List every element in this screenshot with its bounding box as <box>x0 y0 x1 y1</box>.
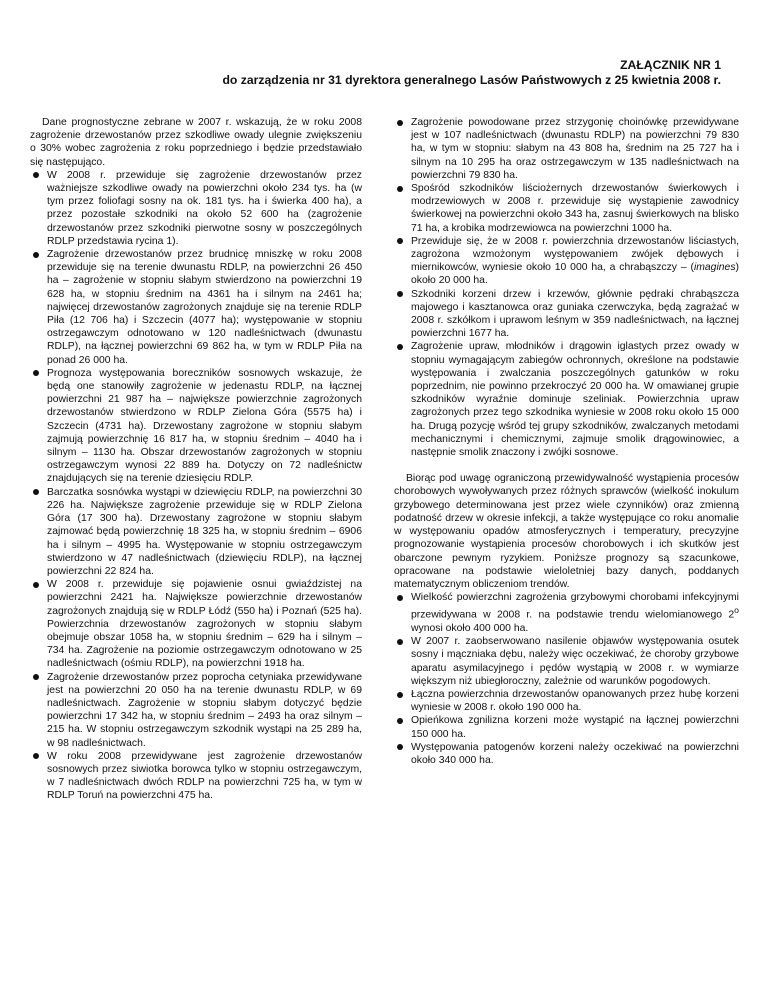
list-item: Przewiduje się, że w 2008 r. powierzchnia drzewostanów liściastych, zagrożona wzmożonym występowaniem zwójek dębowych i miernikowców, wyniesie około 10 000 ha, a chrabąszczy – (imagines) około 20 000 ha. <box>394 235 739 288</box>
list-item: Zagrożenie drzewostanów przez brudnicę mniszkę w roku 2008 przewiduje się na terenie dwunastu RDLP, na powierzchni 26 450 ha – zagrożenie w stopniu słabym stwierdzono na powierzchni 19 628 ha, w stopniu średnim na 4361 ha i silnym na 2461 ha; najwięcej drzewostanów zagrożonych znajduje się na terenie RDLP Piła (12 706 ha) i Szczecin (4077 ha); występowanie w stopniu ostrzegawczym odnotowano w 120 nadleśnictwach (dwunastu RDLP), na łącznej powierzchni 69 862 ha, w tym w RDLP Piła na ponad 26 000 ha. <box>30 248 362 367</box>
degree-superscript: o <box>734 605 739 616</box>
pest-forecast-list-continued <box>394 116 739 459</box>
document-header <box>222 58 721 88</box>
list-item: Barczatka sosnówka wystąpi w dziewięciu RDLP, na powierzchni 30 226 ha. Największe zagrożenie przewiduje się w RDLP Zielona Góra (17 300 ha). Drzewostany zagrożone w stopniu słabym zajmować będą powierzchnię 18 325 ha, w stopniu średnim – 6906 ha i silnym – 4995 ha. Występowanie w stopniu ostrzegawczym stwierdzono w 47 nadleśnictwach (dziewięciu RDLP), na łącznej powierzchni 22 824 ha. <box>30 486 362 578</box>
list-item: Opieńkowa zgnilizna korzeni może wystąpić na łącznej powierzchni 150 000 ha. <box>394 714 739 740</box>
disease-forecast-list <box>394 591 739 767</box>
list-item: Łączna powierzchnia drzewostanów opanowanych przez hubę korzeni wyniesie w 2008 r. około 190 000 ha. <box>394 688 739 714</box>
left-column <box>30 116 362 803</box>
list-item: W 2007 r. zaobserwowano nasilenie objawów występowania osutek sosny i mączniaka dębu, należy więc oczekiwać, że choroby grzybowe aparatu asymilacyjnego i pędów wystąpią w 2008 r. w wymiarze większym niż ubiegłoroczny, zależnie od warunków pogodowych. <box>394 635 739 688</box>
list-item: Zagrożenie powodowane przez strzygonię choinówkę przewidywane jest w 107 nadleśnictwach (dwunastu RDLP) na powierzchni 79 830 ha, w tym w stopniu: słabym na 43 808 ha, średnim na 25 727 ha i silnym na 10 295 ha oraz ostrzegawczym w 135 nadleśnictwach na powierzchni 79 830 ha. <box>394 116 739 182</box>
list-item: Szkodniki korzeni drzew i krzewów, głównie pędraki chrabąszcza majowego i kasztanowca oraz guniaka czerwczyka, będą zagrażać w 2008 r. szkółkom i uprawom leśnym w 359 nadleśnictwach, na łącznej powierzchni 1677 ha. <box>394 288 739 341</box>
intro-paragraph: Dane prognostyczne zebrane w 2007 r. wskazują, że w roku 2008 zagrożenie drzewostanów przez szkodliwe owady ulegnie zwiększeniu o 30% wobec zagrożenia z roku poprzedniego i będzie przedstawiało się następująco. <box>30 117 362 168</box>
list-item: Zagrożenie upraw, młodników i drągowin iglastych przez owady w stopniu wymagającym zabiegów ochronnych, określone na podstawie występowania i zwalczania poszczególnych gatunków w roku poprzednim, nie powinno przekroczyć 20 000 ha. W omawianej grupie szkodników wyraźnie dominuje szeliniak. Powierzchnia upraw zagrożonych przez tego szkodnika wyniesie w 2008 roku około 15 000 ha. Drugą pozycję wśród tej grupy szkodników, zwalczanych metodami mechanicznymi i chemicznymi, zajmuje smolik drągowinowiec, a następnie smolik znaczony i zwójki sosnowe. <box>394 340 739 459</box>
list-item: W 2008 r. przewiduje się pojawienie osnui gwiaździstej na powierzchni 2421 ha. Największe powierzchnie drzewostanów zagrożonych znajdują się w RDLP Łódź (550 ha) i Poznań (525 ha). Powierzchnia drzewostanów zagrożonych w stopniu słabym obejmuje obszar 1058 ha, w stopniu średnim – 629 ha i silnym – 734 ha. Zagrożenie na poziomie ostrzegawczym odnotowano w 25 nadleśnictwach (ośmiu RDLP), na powierzchni 1918 ha. <box>30 578 362 670</box>
list-item: W roku 2008 przewidywane jest zagrożenie drzewostanów sosnowych przez siwiotka borowca tylko w stopniu ostrzegawczym, w 7 nadleśnictwach dwóch RDLP na powierzchni 725 ha, w tym w RDLP Toruń na powierzchni 475 ha. <box>30 750 362 803</box>
list-item: Prognoza występowania boreczników sosnowych wskazuje, że będą one stanowiły zagrożenie w jedenastu RDLP, na łącznej powierzchni 21 987 ha – największe powierzchnie zagrożonych drzewostanów stwierdzono w RDLP Zielona Góra (5575 ha) i Szczecin (4731 ha). Drzewostany zagrożone w stopniu słabym zajmują powierzchnię 16 817 ha, w stopniu średnim – 4040 ha i silnym – 1130 ha. Obszar drzewostanów zagrożonych w stopniu ostrzegawczym wynosi 22 889 ha. Dotyczy on 72 nadleśnictw znajdujących się na terenie dziesięciu RDLP. <box>30 367 362 486</box>
annex-subtitle: do zarządzenia nr 31 dyrektora generalnego Lasów Państwowych z 25 kwietnia 2008 r. <box>222 73 721 87</box>
annex-title: ZAŁĄCZNIK NR 1 <box>620 58 721 72</box>
list-item: Występowania patogenów korzeni należy oczekiwać na powierzchni około 340 000 ha. <box>394 741 739 767</box>
pest-forecast-list <box>30 169 362 803</box>
disease-intro-paragraph: Biorąc pod uwagę ograniczoną przewidywalność wystąpienia procesów chorobowych wywoływanych przez różnych sprawców (wielkość inokulum grzybowego determinowana jest przez wiele czynników) oraz zmienną podatność drzew w okresie infekcji, a także występujące co roku anomalie w występowaniu opadów atmosferycznych i temperatury, precyzyjne prognozowanie wystąpienia procesów chorobowych i ich skutków jest obarczone pewnym ryzykiem. Poniższe prognozy są szacunkowe, opracowane na podstawie wieloletniej bazy danych, poddanych matematycznym obliczeniom trendów. <box>394 473 739 590</box>
list-item: Wielkość powierzchni zagrożenia grzybowymi chorobami infekcyjnymi przewidywana w 2008 r. na podstawie trendu wielomianowego 2$^o$ wynosi około 400 000 ha. <box>394 591 739 635</box>
right-column <box>394 116 739 767</box>
list-item: Zagrożenie drzewostanów przez poprocha cetyniaka przewidywane jest na powierzchni 20 050 ha na terenie dwunastu RDLP, w 69 nadleśnictwach. Zagrożenie w stopniu słabym dotyczyć będzie powierzchni 17 342 ha, w stopniu średnim – 2493 ha oraz silnym – 215 ha. W stopniu ostrzegawczym szkodnik wystąpi na 25 289 ha, w 98 nadleśnictwach. <box>30 671 362 750</box>
list-item: Spośród szkodników liściożernych drzewostanów świerkowych i modrzewiowych w 2008 r. przewiduje się wystąpienie zawodnicy świerkowej na powierzchni około 343 ha, zasnuj świerkowych na blisko 71 ha, a krobika modrzewiowca na powierzchni 1000 ha. <box>394 182 739 235</box>
list-item: W 2008 r. przewiduje się zagrożenie drzewostanów przez ważniejsze szkodliwe owady na powierzchni około 234 tys. ha (w tym przez foliofagi sosny na ok. 181 tys. ha i świerka 400 ha), a przez pozostałe szkodniki na około 52 600 ha (zagrożenie drzewostanów przez szkodniki pierwotne sosny w poszczególnych RDLP przedstawia rycina 1). <box>30 169 362 248</box>
imagines-italic: imagines <box>693 262 736 274</box>
